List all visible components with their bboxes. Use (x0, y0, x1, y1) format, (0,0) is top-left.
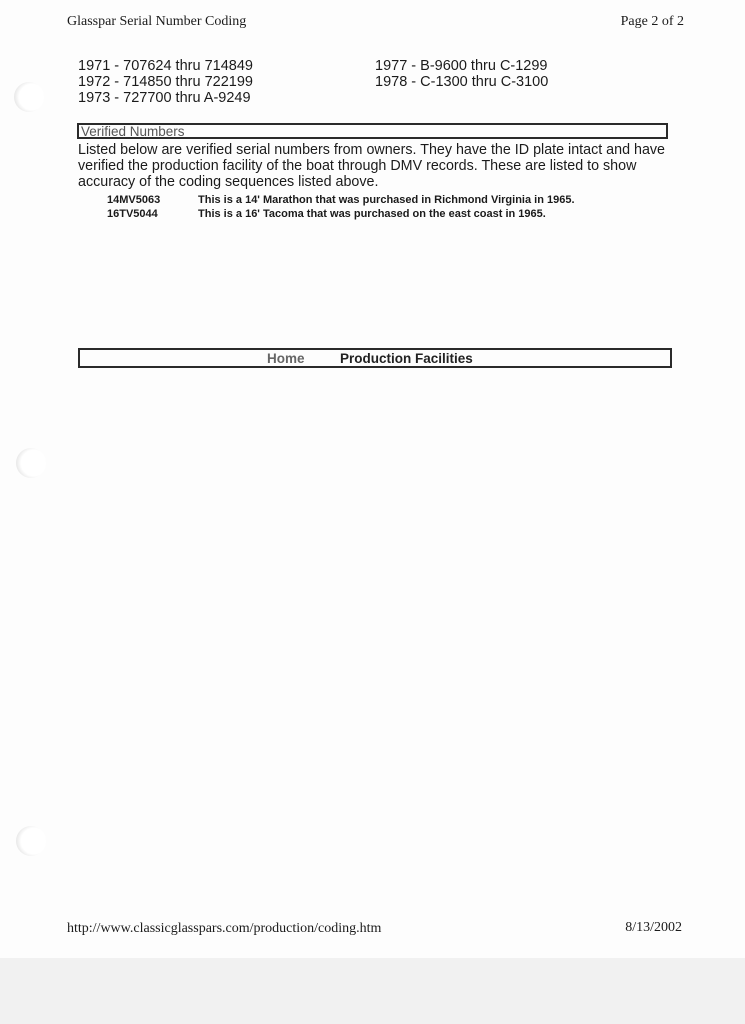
production-facilities-link[interactable]: Production Facilities (340, 351, 473, 366)
punch-hole-bottom (16, 826, 46, 856)
home-link[interactable]: Home (267, 351, 305, 366)
verified-intro-paragraph: Listed below are verified serial numbers from owners. They have the ID plate intact and have verified the production facility of the boat through DMV records. These are listed to show accuracy of the coding sequences listed above. (78, 142, 666, 190)
page-number: Page 2 of 2 (620, 14, 684, 29)
punch-hole-middle (16, 448, 46, 478)
serial-range-1978: 1978 - C-1300 thru C-3100 (375, 74, 549, 90)
verified-numbers-heading: Verified Numbers (81, 124, 185, 139)
punch-hole-top (14, 82, 44, 112)
verified-list (107, 193, 575, 221)
navigation-bar (78, 348, 672, 368)
serial-range-1977: 1977 - B-9600 thru C-1299 (375, 58, 548, 74)
serial-code: 14MV5063 (107, 194, 161, 206)
serial-range-1971: 1971 - 707624 thru 714849 (78, 58, 253, 74)
verified-numbers-heading-box (77, 123, 668, 139)
serial-description: This is a 14' Marathon that was purchased in Richmond Virginia in 1965. (198, 194, 575, 206)
list-item (107, 207, 575, 221)
serial-range-1972: 1972 - 714850 thru 722199 (78, 74, 253, 90)
serial-code: 16TV5044 (107, 208, 158, 220)
serial-ranges-left (78, 58, 253, 106)
footer-date: 8/13/2002 (625, 920, 682, 935)
footer-url: http://www.classicglasspars.com/production/coding.htm (67, 921, 382, 936)
serial-ranges-right (375, 58, 548, 90)
list-item (107, 193, 575, 207)
serial-range-1973: 1973 - 727700 thru A-9249 (78, 90, 251, 106)
page-header-title: Glasspar Serial Number Coding (67, 14, 247, 29)
scan-bottom-margin (0, 958, 745, 1024)
serial-description: This is a 16' Tacoma that was purchased on the east coast in 1965. (198, 208, 546, 220)
